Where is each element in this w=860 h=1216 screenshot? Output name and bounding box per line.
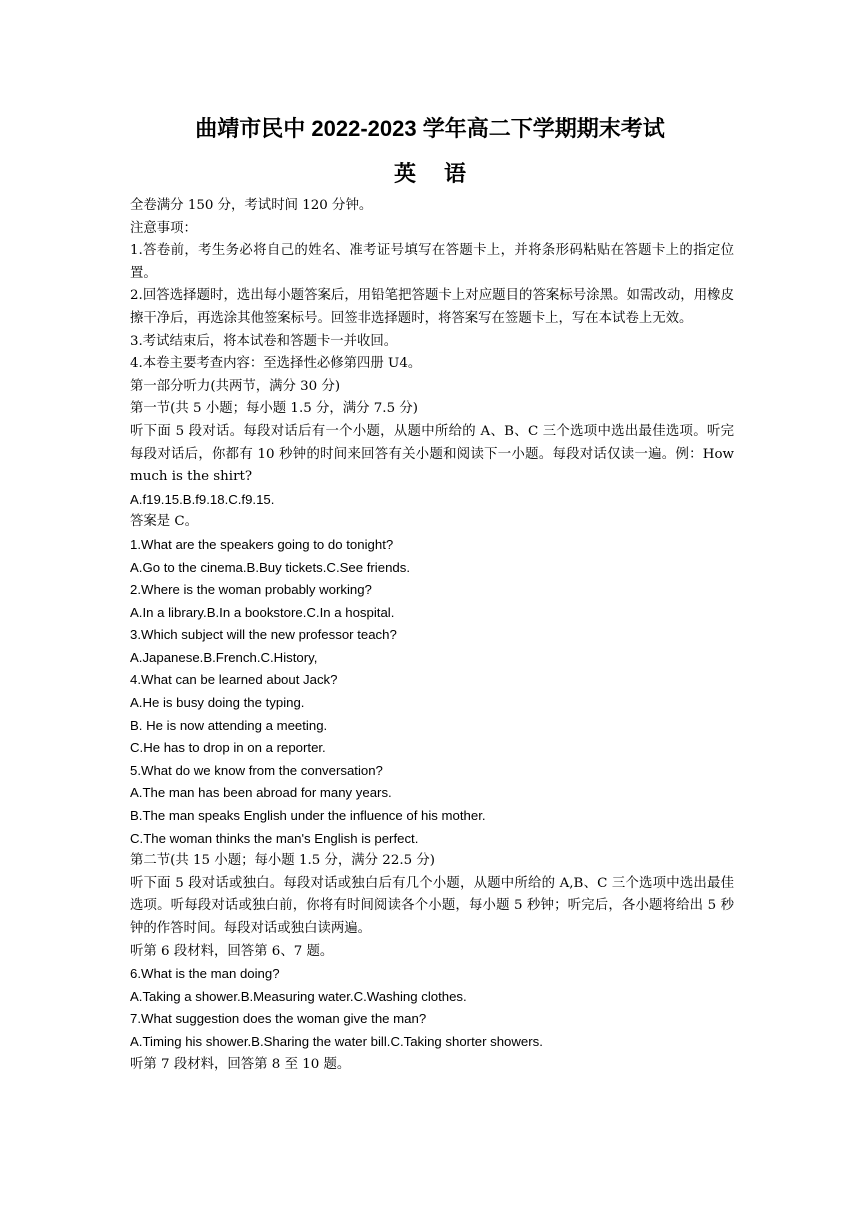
question-4-option-c: C.He has to drop in on a reporter. — [130, 740, 326, 756]
example-options: A.f19.15.B.f9.18.C.f9.15. — [130, 491, 275, 507]
notice-item-2: 2.回答选择题时，选出每小题答案后，用铅笔把答题卡上对应题目的答案标号涂黑。如需改动，用橡皮擦干净后，再选涂其他签案标号。回签非选择题时，将答案写在签题卡上，写在本试卷上无效。 — [130, 288, 734, 326]
notice-item-3: 3.考试结束后，将本试卷和答题卡一并收回。 — [130, 333, 398, 349]
subject-title: 英语 — [393, 161, 494, 186]
question-7: 7.What suggestion does the woman give the man? — [130, 1011, 427, 1027]
question-6-options: A.Taking a shower.B.Measuring water.C.Washing clothes. — [130, 988, 467, 1004]
question-3-options: A.Japanese.B.French.C.History, — [130, 649, 318, 665]
example-answer: 答案是 C。 — [130, 514, 199, 530]
question-5-option-b: B.The man speaks English under the influence of his mother. — [130, 808, 486, 824]
score-time-line: 全卷满分 150 分，考试时间 120 分钟。 — [130, 198, 373, 213]
exam-title: 曲靖市民中 2022-2023 学年高二下学期期末考试 — [195, 116, 665, 141]
question-5-option-a: A.The man has been abroad for many years. — [130, 785, 392, 801]
exam-body — [130, 195, 734, 1076]
section-one-heading: 第一节(共 5 小题；每小题 1.5 分，满分 7.5 分) — [130, 401, 418, 417]
question-7-options: A.Timing his shower.B.Sharing the water bill.C.Taking shorter showers. — [130, 1033, 543, 1049]
question-1: 1.What are the speakers going to do tonight? — [130, 536, 394, 552]
question-5: 5.What do we know from the conversation? — [130, 762, 383, 778]
question-4: 4.What can be learned about Jack? — [130, 672, 338, 688]
question-4-option-b: B. He is now attending a meeting. — [130, 717, 328, 733]
question-1-options: A.Go to the cinema.B.Buy tickets.C.See friends. — [130, 559, 410, 575]
notice-item-1: 1.答卷前，考生务必将自己的姓名、准考证号填写在答题卡上，并将条形码粘贴在答题卡上的指定位置。 — [130, 243, 734, 281]
question-2: 2.Where is the woman probably working? — [130, 582, 372, 598]
question-5-option-c: C.The woman thinks the man's English is perfect. — [130, 830, 419, 846]
section-two-instructions: 听下面 5 段对话或独白。每段对话或独白后有几个小题，从题中所给的 A,B、C 三个选项中选出最佳选项。听每段对话或独白前，你将有时间阅读各个小题，每小题 5 秒钟；听完后，各小题将给出 5 秒钟的作答时间。每段对话或独白读两遍。 — [130, 875, 734, 936]
question-6: 6.What is the man doing? — [130, 966, 280, 982]
section-one-instructions: 听下面 5 段对话。每段对话后有一个小题，从题中所给的 A、B、C 三个选项中选出最佳选项。听完每段对话后，你都有 10 秒钟的时间来回答有关小题和阅读下一小题。每段对话仅读一遍。例：How much is the shirt? — [130, 423, 734, 485]
material-6-heading: 听第 6 段材料，回答第 6、7 题。 — [130, 943, 334, 959]
section-two-heading: 第二节(共 15 小题；每小题 1.5 分，满分 22.5 分) — [130, 853, 435, 869]
question-2-options: A.In a library.B.In a bookstore.C.In a hospital. — [130, 604, 395, 620]
question-3: 3.Which subject will the new professor teach? — [130, 627, 397, 643]
material-7-heading: 听第 7 段材料，回答第 8 至 10 题。 — [130, 1056, 351, 1072]
notice-heading: 注意事项： — [130, 220, 197, 236]
question-4-option-a: A.He is busy doing the typing. — [130, 695, 305, 711]
notice-item-4: 4.本卷主要考查内容：至选择性必修第四册 U4。 — [130, 356, 422, 372]
part-one-heading: 第一部分听力(共两节，满分 30 分) — [130, 378, 341, 394]
